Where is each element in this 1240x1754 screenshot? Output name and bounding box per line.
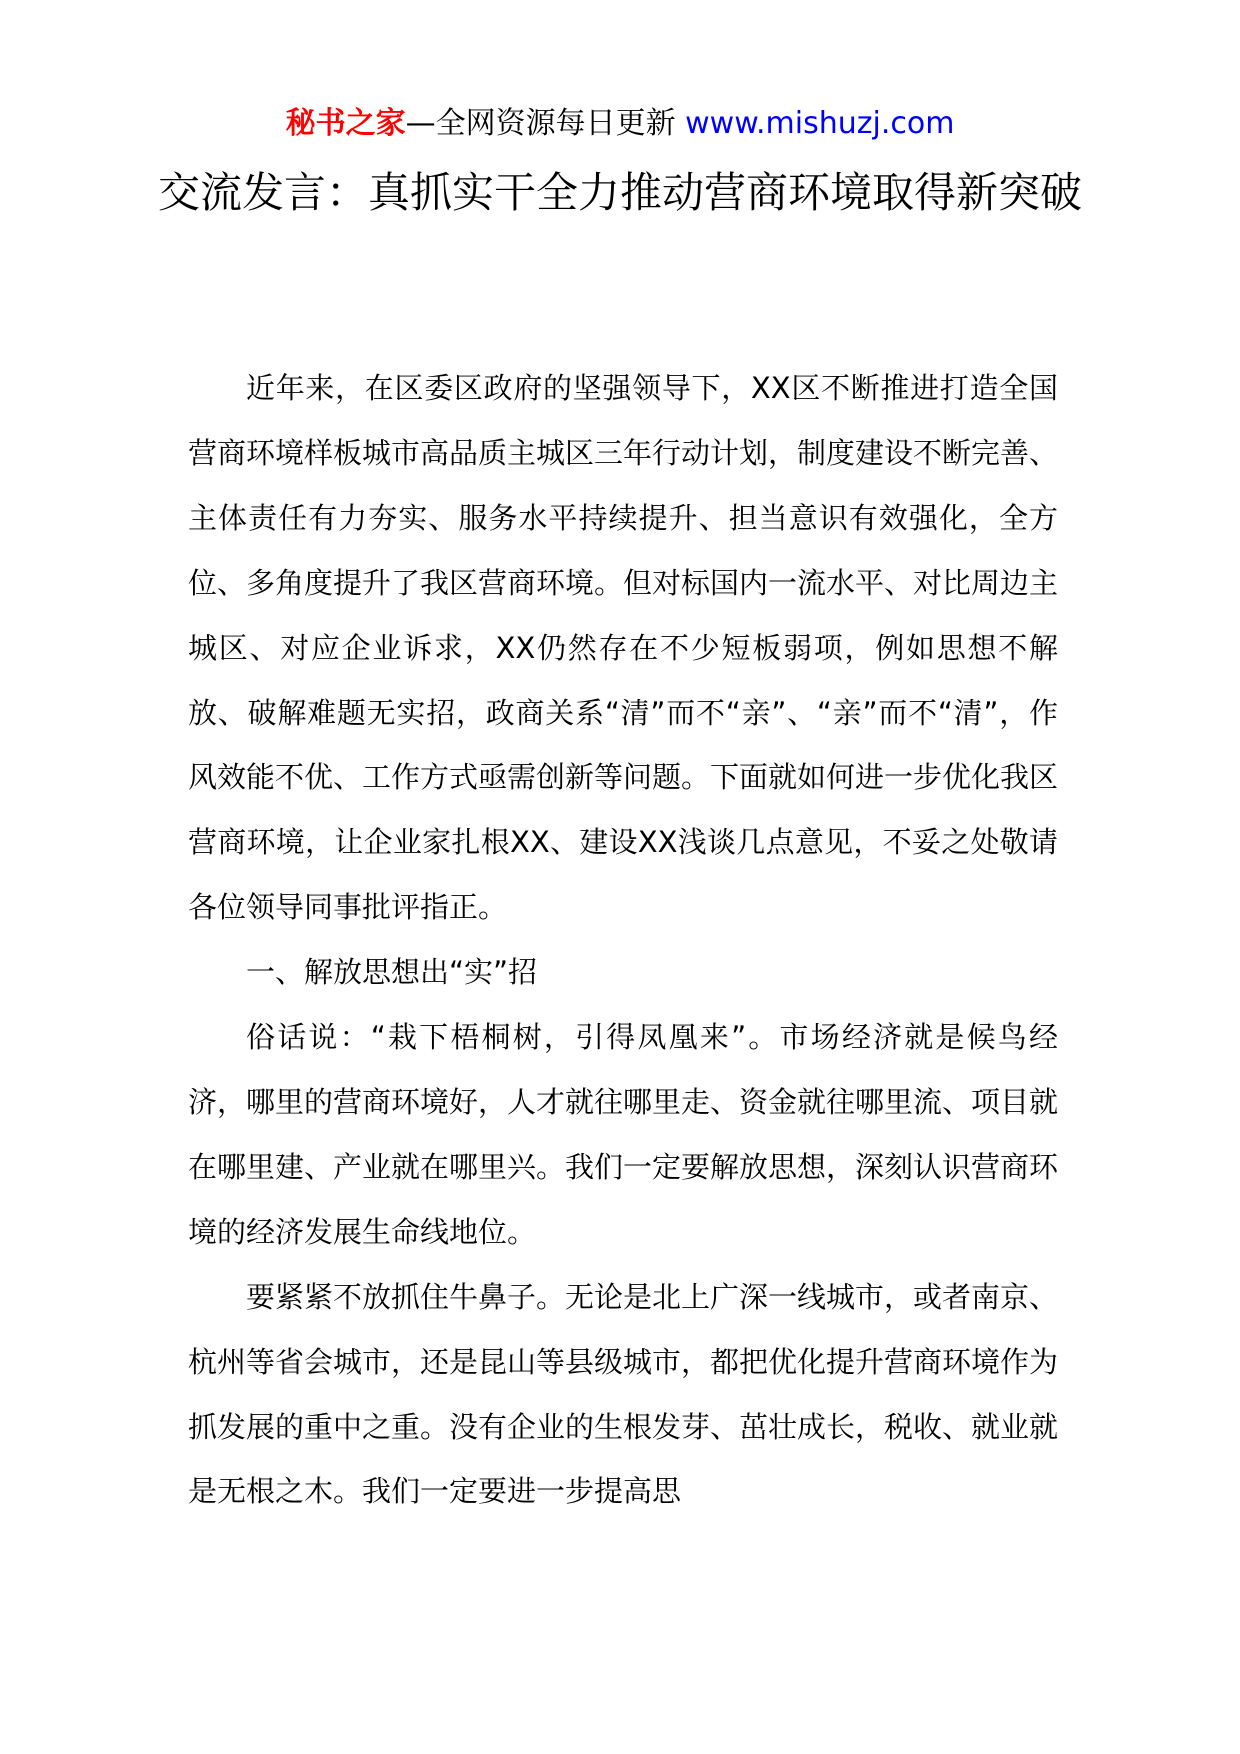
site-tagline: —全网资源每日更新 <box>405 106 686 141</box>
document-body <box>188 356 1058 1524</box>
site-brand: 秘书之家 <box>285 106 406 141</box>
paragraph-proverb: 俗话说：“栽下梧桐树，引得凤凰来”。市场经济就是候鸟经济，哪里的营商环境好，人才就往哪里走、资金就往哪里流、项目就在哪里建、产业就在哪里兴。我们一定要解放思想，深刻认识营商环境的经济发展生命线地位。 <box>188 1020 1059 1249</box>
paragraph-key-point: 要紧紧不放抓住牛鼻子。无论是北上广深一线城市，或者南京、杭州等省会城市，还是昆山等县级城市，都把优化提升营商环境作为抓发展的重中之重。没有企业的生根发芽、茁壮成长，税收、就业就是无根之木。我们一定要进一步提高思 <box>188 1279 1059 1509</box>
paragraph-intro: 近年来，在区委区政府的坚强领导下，XX区不断推进打造全国营商环境样板城市高品质主城区三年行动计划，制度建设不断完善、主体责任有力夯实、服务水平持续提升、担当意识有效强化，全方位、多角度提升了我区营商环境。但对标国内一流水平、对比周边主城区、对应企业诉求，XX仍然存在不少短板弱项，例如思想不解放、破解难题无实招，政商关系“清”而不“亲”、“亲”而不“清”，作风效能不优、工作方式亟需创新等问题。下面就如何进一步优化我区营商环境，让企业家扎根XX、建设XX浅谈几点意见，不妥之处敬请各位领导同事批评指正。 <box>188 371 1059 925</box>
section-heading-1: 一、解放思想出“实”招 <box>246 955 538 990</box>
site-url[interactable]: www.mishuzj.com <box>685 106 955 141</box>
site-header <box>0 100 1240 148</box>
document-title: 交流发言：真抓实干全力推动营商环境取得新突破 <box>157 168 1082 217</box>
